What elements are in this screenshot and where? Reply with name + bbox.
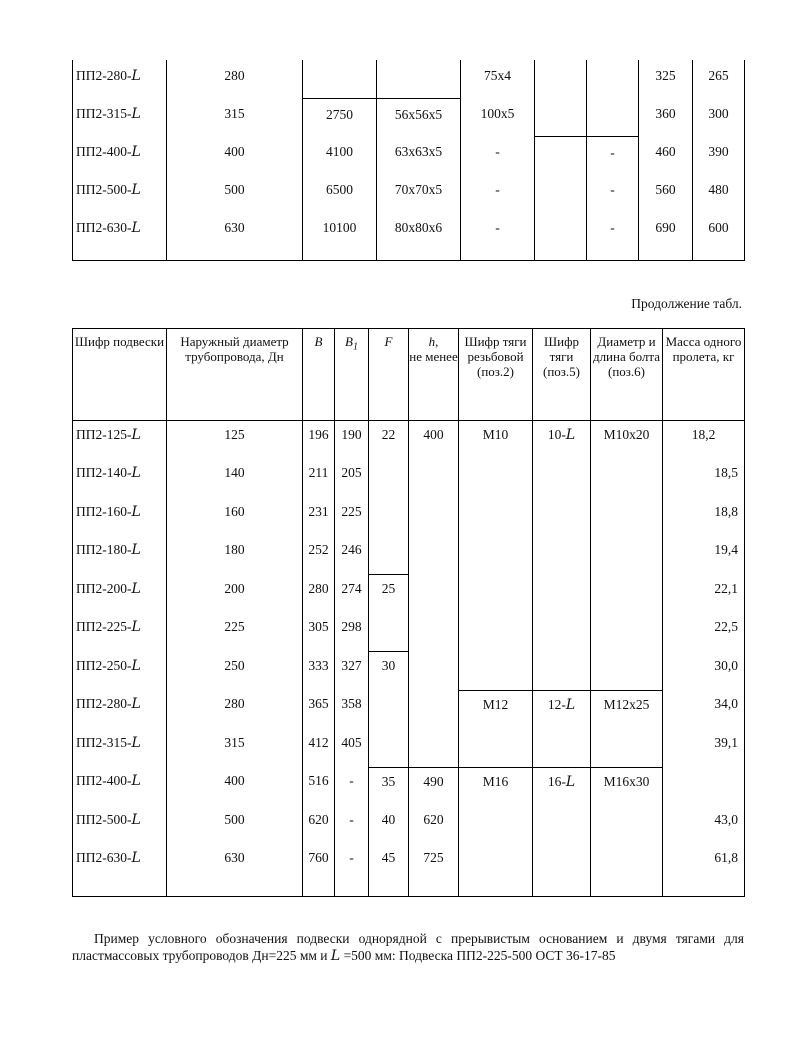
cell-diameter: 315 [167, 98, 303, 136]
cell-B1: 225 [335, 498, 369, 537]
cell-m: 480 [693, 174, 745, 212]
row-code: ПП2-200- [76, 580, 132, 596]
length-symbol: L [330, 947, 341, 964]
cell-rod: 10- [547, 427, 566, 442]
cell-diameter: 140 [167, 459, 303, 498]
cell-F: 35 [369, 767, 409, 806]
cell-bolt: М12х25 [591, 690, 663, 729]
cell-diameter: 500 [167, 174, 303, 212]
cell-B: 365 [303, 690, 335, 729]
table-row [73, 690, 745, 729]
cell-rod: 16- [547, 773, 566, 789]
cell-thread: М12 [459, 690, 533, 729]
cell-k: 360 [639, 98, 693, 136]
row-code: ПП2-500- [76, 811, 132, 827]
cell-B1: 205 [335, 459, 369, 498]
cell-F: 25 [369, 575, 409, 614]
cell-h [409, 690, 459, 729]
table-row [73, 60, 745, 98]
cell-h [409, 459, 459, 498]
row-code: ПП2-630- [76, 850, 132, 865]
cell-thread [459, 498, 533, 537]
cell-g: 80х80х6 [377, 212, 461, 260]
cell-diameter: 250 [167, 652, 303, 691]
continuation-label: Продолжение табл. [631, 296, 742, 311]
cell-bolt [591, 729, 663, 768]
length-symbol: L [131, 696, 141, 712]
cell-h: 725 [409, 844, 459, 896]
header-mass: Масса одного пролета, кг [663, 329, 745, 421]
cell-h: 75х4 [461, 60, 535, 98]
cell-F [369, 729, 409, 768]
cell-bolt [591, 613, 663, 652]
table-row [73, 767, 745, 806]
cell-B1: 327 [335, 652, 369, 691]
cell-F [369, 690, 409, 729]
length-symbol: L [131, 580, 141, 597]
cell-diameter: 630 [167, 212, 303, 260]
row-code: ПП2-140- [76, 465, 132, 480]
cell-mass: 43,0 [663, 806, 745, 845]
length-symbol: L [131, 503, 141, 520]
header-row [73, 329, 745, 421]
cell-mass: 19,4 [663, 536, 745, 575]
cell-F: 45 [369, 844, 409, 896]
cell-mass: 22,1 [663, 575, 745, 614]
row-code: ПП2-250- [76, 657, 132, 673]
cell-B: 305 [303, 613, 335, 652]
cell-diameter: 280 [167, 690, 303, 729]
row-code: ПП2-280- [76, 696, 132, 711]
cell-mass: 39,1 [663, 729, 745, 768]
length-symbol: L [131, 144, 141, 160]
row-code: ПП2-125- [76, 427, 132, 442]
header-code: Шифр подвески [73, 329, 167, 421]
table-row [73, 613, 745, 652]
cell-bolt [591, 844, 663, 896]
cell-B: 252 [303, 536, 335, 575]
note-text-2: =500 мм: Подвеска ПП2-225-500 ОСТ 36-17-85 [340, 947, 616, 963]
row-code: ПП2-630- [76, 220, 132, 235]
cell-i [535, 212, 587, 260]
cell-h [409, 575, 459, 614]
length-symbol: L [131, 220, 141, 236]
length-symbol: L [565, 773, 576, 790]
cell-g: 56х56х5 [377, 98, 461, 136]
length-symbol: L [131, 734, 141, 751]
length-symbol: L [131, 850, 141, 866]
table-row [73, 136, 745, 174]
cell-F [369, 613, 409, 652]
cell-diameter: 200 [167, 575, 303, 614]
row-code: ПП2-160- [76, 503, 132, 519]
cell-rod: 12- [547, 696, 566, 712]
length-symbol: L [131, 773, 141, 789]
header-diameter: Наружный диаметр трубопровода, Дн [167, 329, 303, 421]
cell-B1: 246 [335, 536, 369, 575]
cell-diameter: 180 [167, 536, 303, 575]
cell-thread [459, 613, 533, 652]
length-symbol: L [131, 68, 141, 84]
header-F: F [369, 329, 409, 421]
cell-i [535, 136, 587, 174]
cell-j [587, 98, 639, 136]
cell-f: 6500 [303, 174, 377, 212]
cell-thread [459, 459, 533, 498]
cell-thread: М16 [459, 767, 533, 806]
length-symbol: L [131, 427, 141, 443]
cell-B: 231 [303, 498, 335, 537]
cell-h: - [461, 212, 535, 260]
cell-B1: 405 [335, 729, 369, 768]
table-row [73, 806, 745, 845]
cell-mass [663, 767, 745, 806]
cell-mass: 61,8 [663, 844, 745, 896]
cell-B: 620 [303, 806, 335, 845]
cell-rod [533, 613, 591, 652]
header-h-symbol: h [428, 334, 436, 349]
row-code: ПП2-315- [76, 106, 132, 121]
cell-h [409, 652, 459, 691]
table-row [73, 421, 745, 460]
cell-bolt [591, 498, 663, 537]
cell-bolt [591, 459, 663, 498]
row-code: ПП2-180- [76, 542, 132, 557]
cell-h: 400 [409, 421, 459, 460]
cell-bolt [591, 806, 663, 845]
cell-i [535, 60, 587, 98]
cell-m: 600 [693, 212, 745, 260]
cell-m: 300 [693, 98, 745, 136]
cell-rod [533, 806, 591, 845]
cell-F [369, 498, 409, 537]
cell-mass: 30,0 [663, 652, 745, 691]
row-code: ПП2-315- [76, 734, 132, 750]
length-symbol: L [131, 811, 141, 828]
cell-thread [459, 575, 533, 614]
row-code: ПП2-400- [76, 773, 132, 788]
cell-F [369, 459, 409, 498]
note-text-1: Пример условного обозначения подвески однорядной с прерывистым основанием и двумя тягами для пластмассовых трубопроводов Дн=225 мм и [72, 930, 744, 963]
cell-rod [533, 459, 591, 498]
cell-f: 4100 [303, 136, 377, 174]
cell-B: 516 [303, 767, 335, 806]
table-row [73, 98, 745, 136]
cell-thread [459, 844, 533, 896]
cell-rod [533, 575, 591, 614]
cell-h [409, 613, 459, 652]
cell-rod [533, 844, 591, 896]
cell-h: - [461, 174, 535, 212]
cell-k: 560 [639, 174, 693, 212]
length-symbol: L [131, 106, 141, 122]
cell-mass: 22,5 [663, 613, 745, 652]
cell-f [303, 60, 377, 98]
length-symbol: L [131, 182, 141, 198]
header-h-rest: не менее [409, 348, 458, 364]
cell-B: 196 [303, 421, 335, 460]
table-row [73, 844, 745, 896]
table-row [73, 212, 745, 260]
cell-thread [459, 536, 533, 575]
cell-h [409, 729, 459, 768]
cell-g [377, 60, 461, 98]
length-symbol: L [131, 619, 141, 635]
table-row [73, 459, 745, 498]
cell-h: 490 [409, 767, 459, 806]
cell-f: 10100 [303, 212, 377, 260]
row-code: ПП2-400- [76, 144, 132, 159]
cell-m: 390 [693, 136, 745, 174]
cell-rod [533, 729, 591, 768]
cell-h [409, 536, 459, 575]
row-code: ПП2-225- [76, 619, 132, 634]
top-table [72, 60, 745, 261]
header-B1 [335, 329, 369, 421]
header-rod: Шифр тяги (поз.5) [533, 329, 591, 421]
cell-F: 22 [369, 421, 409, 460]
designation-example-note [72, 930, 744, 965]
cell-F: 30 [369, 652, 409, 691]
cell-thread [459, 806, 533, 845]
cell-diameter: 400 [167, 767, 303, 806]
cell-i [535, 98, 587, 136]
cell-B1: 190 [335, 421, 369, 460]
cell-g: 63х63х5 [377, 136, 461, 174]
header-bolt: Диаметр и длина болта (поз.6) [591, 329, 663, 421]
cell-rod [533, 498, 591, 537]
cell-g: 70х70х5 [377, 174, 461, 212]
cell-h [409, 498, 459, 537]
cell-bolt: М10х20 [591, 421, 663, 460]
cell-mass: 18,2 [663, 421, 745, 460]
cell-thread: М10 [459, 421, 533, 460]
table-row [73, 498, 745, 537]
cell-diameter: 500 [167, 806, 303, 845]
table-row [73, 575, 745, 614]
cell-B: 211 [303, 459, 335, 498]
length-symbol: L [131, 542, 141, 558]
cell-k: 690 [639, 212, 693, 260]
cell-diameter: 315 [167, 729, 303, 768]
cell-B1: - [335, 806, 369, 845]
cell-thread [459, 652, 533, 691]
row-code: ПП2-500- [76, 182, 132, 197]
header-B: B [303, 329, 335, 421]
length-symbol: L [131, 465, 141, 481]
cell-mass: 34,0 [663, 690, 745, 729]
cell-F: 40 [369, 806, 409, 845]
cell-bolt: М16х30 [591, 767, 663, 806]
cell-rod [533, 536, 591, 575]
cell-m: 265 [693, 60, 745, 98]
cell-mass: 18,8 [663, 498, 745, 537]
cell-i [535, 174, 587, 212]
table-row [73, 652, 745, 691]
length-symbol: L [565, 427, 576, 443]
cell-B1: 274 [335, 575, 369, 614]
header-rod-thread: Шифр тяги резьбовой (поз.2) [459, 329, 533, 421]
cell-thread [459, 729, 533, 768]
cell-j: - [587, 212, 639, 260]
cell-B: 280 [303, 575, 335, 614]
cell-diameter: 630 [167, 844, 303, 896]
cell-diameter: 160 [167, 498, 303, 537]
cell-h: 100х5 [461, 98, 535, 136]
cell-k: 325 [639, 60, 693, 98]
cell-B1: 358 [335, 690, 369, 729]
cell-j: - [587, 136, 639, 174]
header-B1-base: B [345, 334, 353, 349]
cell-diameter: 225 [167, 613, 303, 652]
cell-B1: - [335, 844, 369, 896]
cell-bolt [591, 575, 663, 614]
cell-B1: - [335, 767, 369, 806]
length-symbol: L [565, 696, 576, 713]
cell-mass: 18,5 [663, 459, 745, 498]
length-symbol: L [131, 657, 141, 674]
cell-h: - [461, 136, 535, 174]
cell-diameter: 280 [167, 60, 303, 98]
cell-B1: 298 [335, 613, 369, 652]
cell-bolt [591, 652, 663, 691]
header-B1-sub: 1 [352, 341, 358, 353]
cell-j [587, 60, 639, 98]
cell-rod [533, 652, 591, 691]
main-table [72, 328, 745, 897]
row-code: ПП2-280- [76, 68, 132, 83]
cell-f: 2750 [303, 98, 377, 136]
cell-j: - [587, 174, 639, 212]
cell-F [369, 536, 409, 575]
cell-diameter: 125 [167, 421, 303, 460]
cell-h: 620 [409, 806, 459, 845]
cell-B: 412 [303, 729, 335, 768]
cell-bolt [591, 536, 663, 575]
cell-diameter: 400 [167, 136, 303, 174]
cell-k: 460 [639, 136, 693, 174]
table-row [73, 174, 745, 212]
table-row [73, 729, 745, 768]
header-h: h, не менее [409, 329, 459, 421]
table-row [73, 536, 745, 575]
cell-B: 333 [303, 652, 335, 691]
cell-B: 760 [303, 844, 335, 896]
